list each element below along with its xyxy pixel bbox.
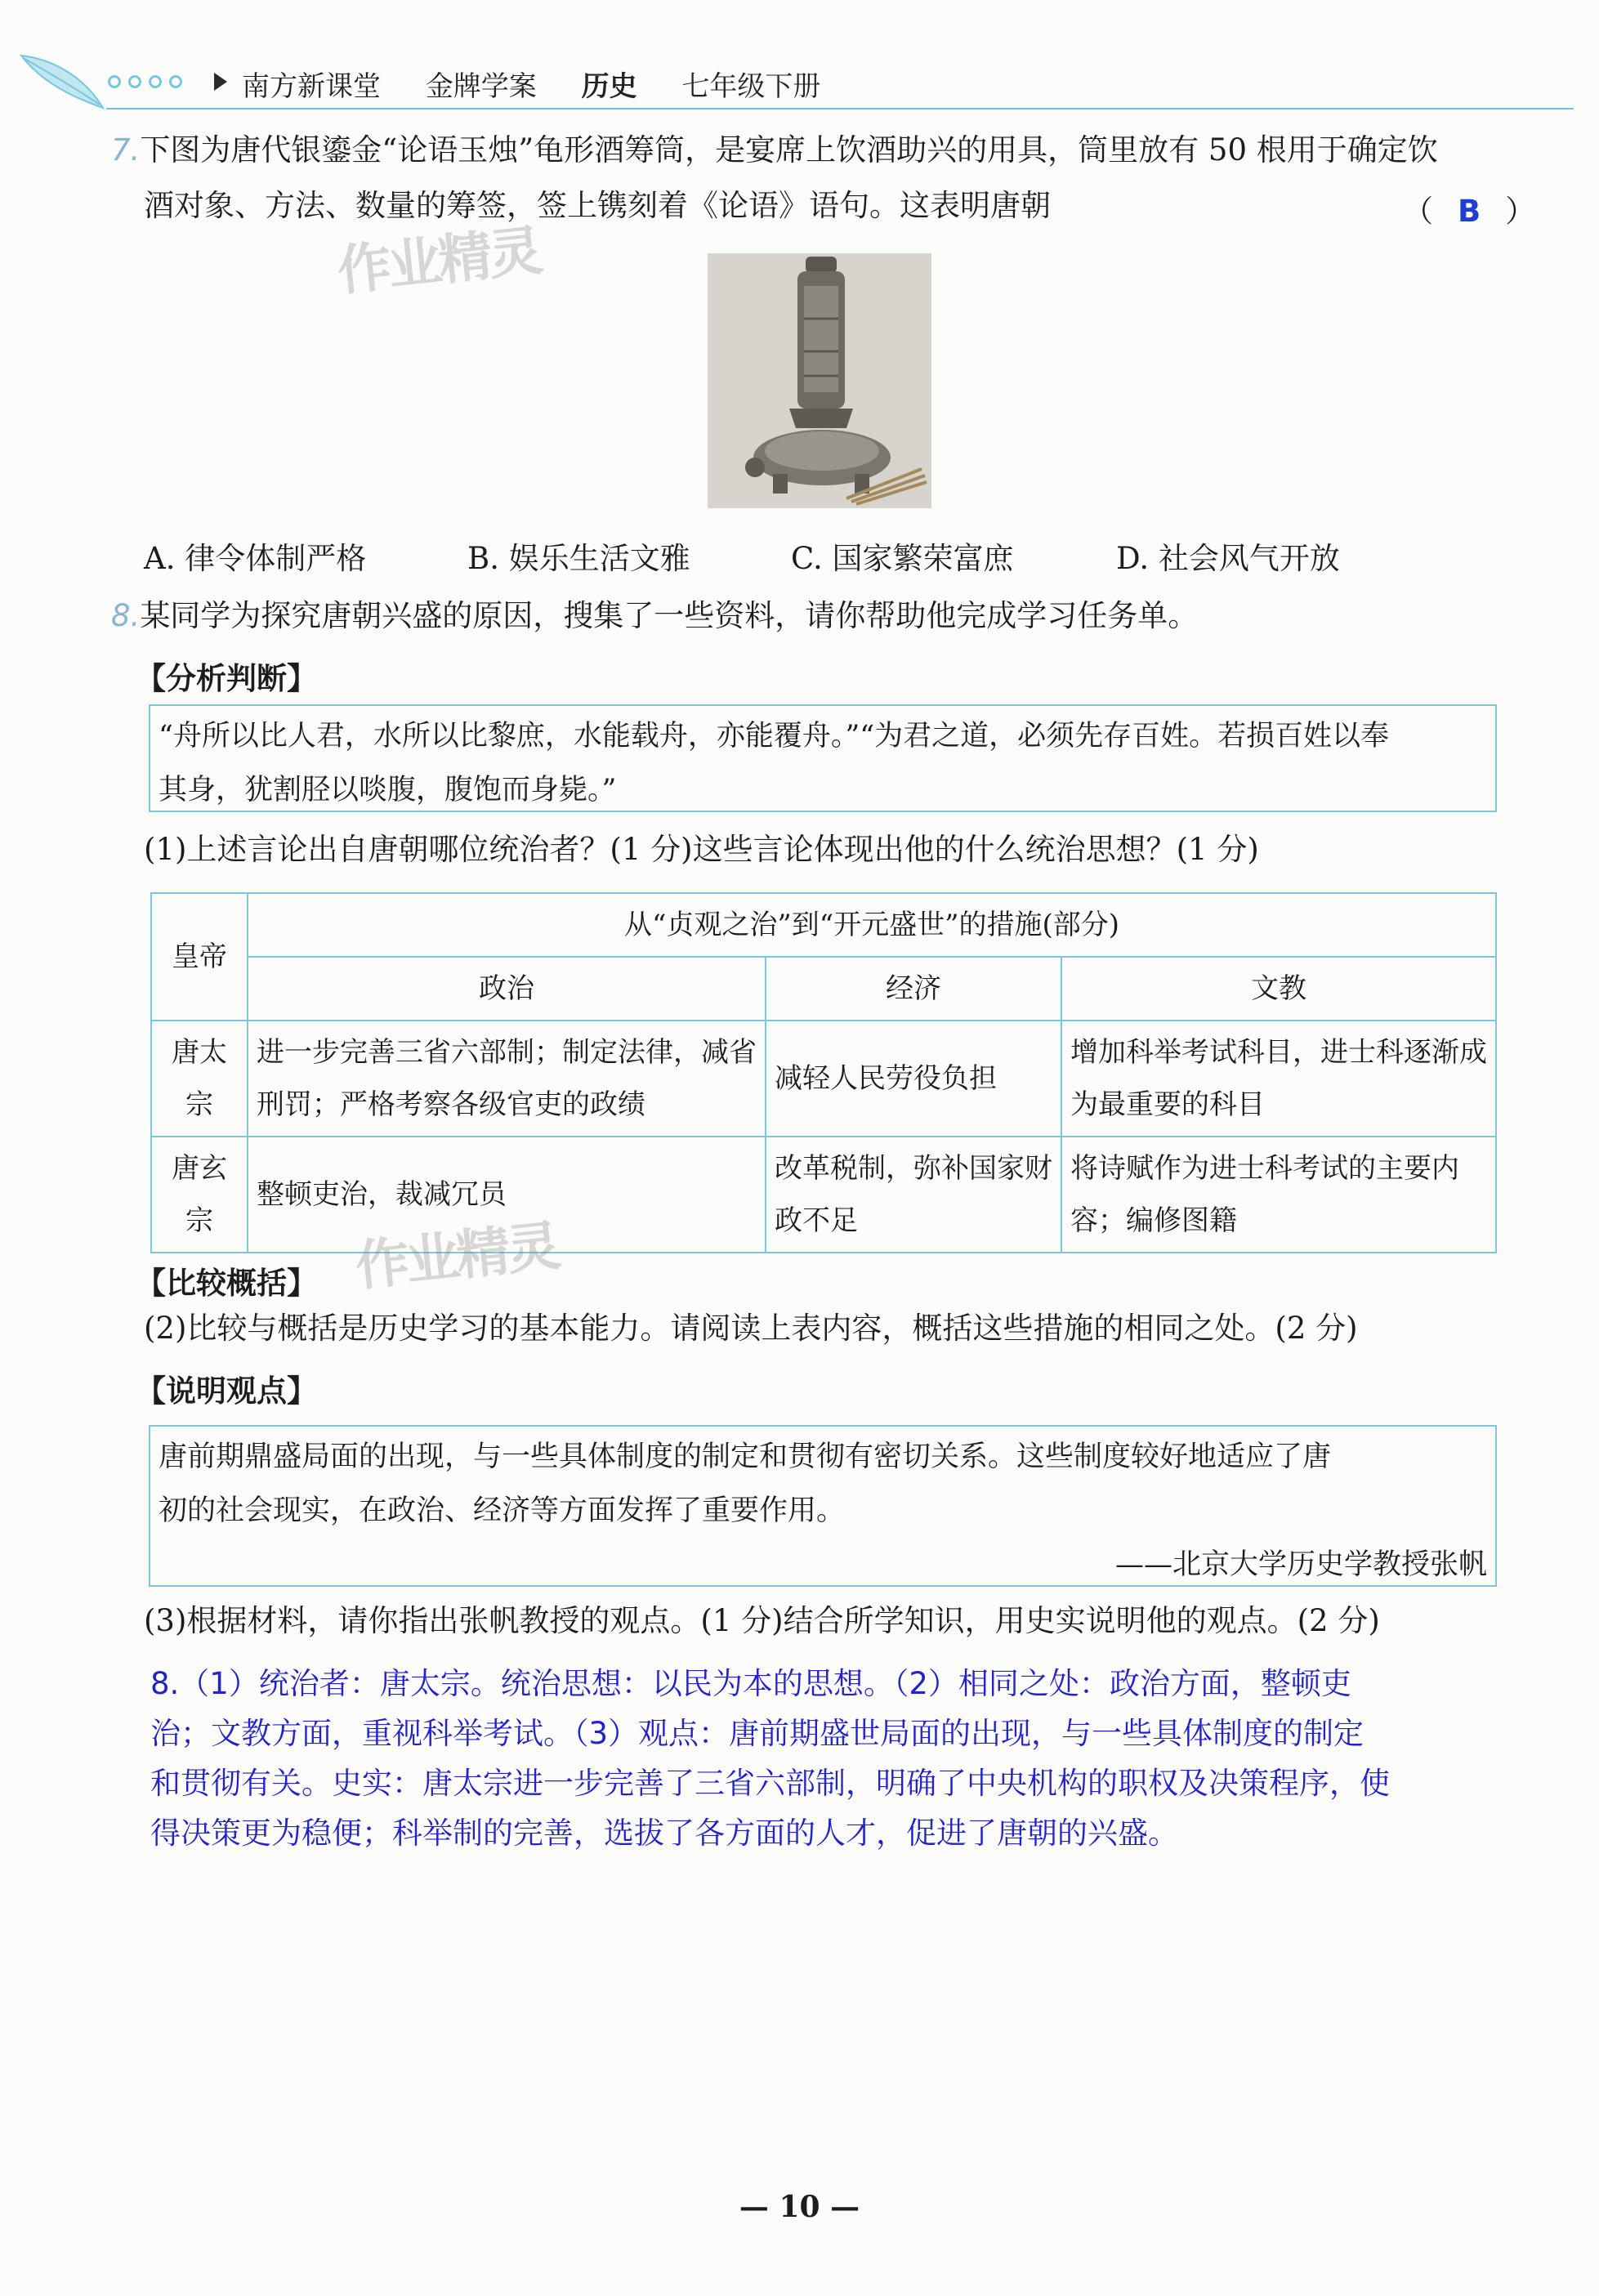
q8-sub1: (1)上述言论出自唐朝哪位统治者？(1 分)这些言论体现出他的什么统治思想？(1 分) [144, 832, 1259, 867]
q7-stem-line2: 酒对象、方法、数量的筹签，签上镌刻着《论语》语句。这表明唐朝 [144, 188, 1051, 223]
row2-economy-l1: 改革税制，弥补国家财 [775, 1152, 1052, 1185]
header-economy: 经济 [766, 957, 1061, 1021]
q7-option-d: D. 社会风气开放 [1116, 541, 1340, 576]
q7-answer-bracket [1403, 186, 1535, 230]
row1-culture-l1: 增加科举考试科目，进士科逐渐成 [1070, 1036, 1487, 1069]
row1-politics-l2: 刑罚；严格考察各级官吏的政绩 [257, 1088, 645, 1121]
row1-politics-l1: 进一步完善三省六部制；制定法律，减省 [257, 1036, 757, 1069]
q7-stem-line1 [111, 132, 1438, 168]
row2-culture-l2: 容；编修图籍 [1070, 1204, 1237, 1237]
q7-text-line1: 下图为唐代银鎏金“论语玉烛”龟形酒筹筒，是宴席上饮酒助兴的用具，筒里放有 50 根用于确定饮 [140, 132, 1438, 168]
quote2-source: ——北京大学历史学教授张帆 [1114, 1548, 1487, 1581]
q7-option-a: A. 律令体制严格 [144, 541, 367, 576]
running-header [242, 64, 856, 104]
page-number: — 10 — [739, 2190, 860, 2224]
quote2-line2: 初的社会现实，在政治、经济等方面发挥了重要作用。 [159, 1494, 846, 1527]
header-culture: 文教 [1061, 957, 1496, 1021]
header-emperor: 皇帝 [151, 893, 248, 1021]
tortoise-wine-chip-holder-image [708, 253, 931, 508]
q8-number: 8. [111, 598, 141, 633]
subject-title: 历史 [581, 70, 637, 103]
q8-intro-text: 某同学为探究唐朝兴盛的原因，搜集了一些资料，请你帮助他完成学习任务单。 [140, 598, 1199, 633]
row2-culture [1061, 1137, 1496, 1253]
q8-answer-block [150, 1659, 1499, 1858]
row1-culture-l2: 为最重要的科目 [1070, 1088, 1265, 1121]
quote2-line1: 唐前期鼎盛局面的出现，与一些具体制度的制定和贯彻有密切关系。这些制度较好地适应了唐 [159, 1441, 1332, 1473]
answer-line-3: 和贯彻有关。史实：唐太宗进一步完善了三省六部制，明确了中央机构的职权及决策程序，使 [150, 1766, 1390, 1801]
answer-line-1: 8.（1）统治者：唐太宗。统治思想：以民为本的思想。（2）相同之处：政治方面，整顿吏 [150, 1666, 1351, 1701]
header-arrow-icon [214, 73, 227, 91]
header-politics: 政治 [248, 957, 766, 1021]
row2-economy-l2: 政不足 [775, 1204, 858, 1237]
q7-answer: B [1458, 194, 1481, 229]
row1-emperor: 唐太宗 [151, 1021, 248, 1137]
row1-culture [1061, 1021, 1496, 1137]
paren-right: ） [1505, 194, 1536, 229]
series-title: 南方新课堂 [242, 70, 381, 103]
feather-logo-icon [18, 51, 108, 116]
measures-table [150, 892, 1497, 1253]
answer-line-4: 得决策更为稳便；科举制的完善，选拔了各方面的人才，促进了唐朝的兴盛。 [150, 1816, 1178, 1851]
q8-intro [111, 598, 1198, 634]
row1-economy-l1: 减轻人民劳役负担 [775, 1062, 997, 1095]
q8-sub3: (3)根据材料，请你指出张帆教授的观点。(1 分)结合所学知识，用史实说明他的观点。(2 分) [144, 1603, 1380, 1638]
section-analysis-title: 【分析判断】 [136, 661, 317, 696]
paren-left: （ [1403, 194, 1433, 229]
quote1-line1: “舟所以比人君，水所以比黎庶，水能载舟，亦能覆舟。”“为君之道，必须先存百姓。若损百姓以奉 [159, 720, 1390, 753]
header-rule [106, 108, 1574, 109]
row1-politics [248, 1021, 766, 1137]
header-dots [108, 75, 190, 92]
quote-box-2 [149, 1425, 1497, 1587]
q7-option-b: B. 娱乐生活文雅 [467, 541, 690, 576]
row2-politics-l1: 整顿吏治，裁减冗员 [257, 1178, 507, 1211]
watermark: 作业精灵 [334, 219, 543, 303]
book-title: 金牌学案 [425, 70, 537, 103]
quote-box-1 [149, 704, 1497, 812]
header-measures: 从“贞观之治”到“开元盛世”的措施(部分) [248, 893, 1496, 957]
quote1-line2: 其身，犹割胫以啖腹，腹饱而身毙。” [159, 774, 617, 806]
q7-option-c: C. 国家繁荣富庶 [791, 541, 1014, 576]
section-viewpoint-title: 【说明观点】 [136, 1374, 317, 1409]
q8-sub2: (2)比较与概括是历史学习的基本能力。请阅读上表内容，概括这些措施的相同之处。(2 分) [144, 1311, 1358, 1346]
grade-title: 七年级下册 [681, 70, 821, 103]
row2-culture-l1: 将诗赋作为进士科考试的主要内 [1070, 1152, 1459, 1185]
watermark-2: 作业精灵 [352, 1214, 561, 1298]
answer-line-2: 治；文教方面，重视科举考试。（3）观点：唐前期盛世局面的出现，与一些具体制度的制定 [150, 1716, 1365, 1751]
q7-number: 7. [111, 132, 141, 168]
row1-economy [766, 1021, 1061, 1137]
row2-emperor: 唐玄宗 [151, 1137, 248, 1253]
section-compare-title: 【比较概括】 [136, 1266, 317, 1301]
table-row [151, 1021, 1496, 1137]
row2-economy [766, 1137, 1061, 1253]
